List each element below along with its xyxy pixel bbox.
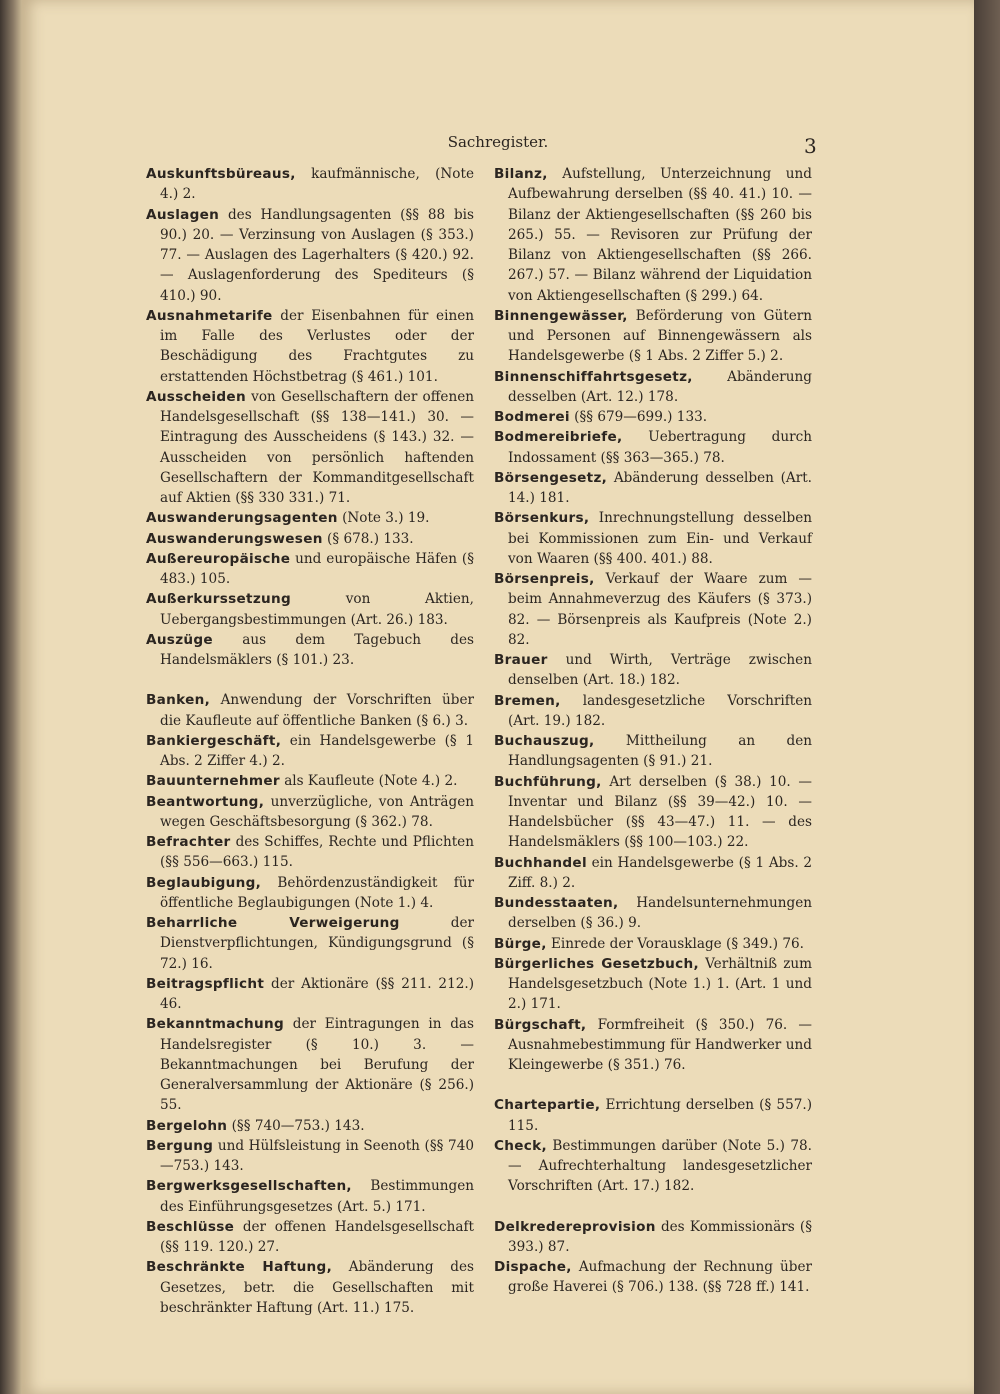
index-reference-text: der offenen Handelsgesellschaft (§§ 119. 120.) 27. [160, 1218, 474, 1255]
index-entry [494, 367, 812, 408]
index-keyword: Binnengewässer, [494, 307, 628, 324]
index-entry [494, 853, 812, 894]
index-keyword: Bergung [146, 1137, 214, 1154]
index-reference-text: Formfreiheit (§ 350.) 76. — Ausnahmebestimmung für Handwerker und Kleingewerbe (§ 351.) 76. [508, 1016, 812, 1073]
index-entry [494, 569, 812, 650]
index-keyword: Börsengesetz, [494, 469, 608, 486]
index-entry [146, 630, 474, 671]
index-entry [494, 893, 812, 934]
index-keyword: Buchauszug, [494, 733, 595, 749]
index-entry [494, 427, 812, 468]
index-keyword: Beantwortung, [146, 793, 265, 810]
running-header: Sachregister. [447, 133, 549, 151]
index-entry [494, 468, 812, 509]
index-reference-text: ein Handelsgewerbe (§ 1 Abs. 2 Ziff. 8.) 2. [508, 854, 812, 891]
index-letter-group [494, 1095, 812, 1196]
index-reference-text: ein Handelsgewerbe (§ 1 Abs. 2 Ziffer 4.) 2. [160, 732, 474, 769]
index-reference-text: Errichtung derselben (§ 557.) 115. [508, 1097, 813, 1134]
index-entry [146, 589, 474, 630]
index-reference-text: als Kaufleute (Note 4.) 2. [284, 773, 458, 790]
index-keyword: Auszüge [146, 631, 213, 648]
index-keyword: Beglaubigung, [146, 874, 262, 891]
index-keyword: Chartepartie, [494, 1097, 601, 1114]
index-entry [494, 772, 812, 853]
index-column-right [494, 164, 812, 1318]
index-reference-text: (Note 3.) 19. [342, 510, 430, 527]
index-keyword: Bodmereibriefe, [494, 429, 623, 446]
index-keyword: Beharrliche Verweigerung [146, 915, 400, 931]
index-entry [146, 549, 474, 590]
index-entry [494, 1217, 812, 1258]
index-entry [494, 508, 812, 569]
index-reference-text: und Hülfsleistung in Seenoth (§§ 740—753.) 143. [160, 1137, 474, 1174]
index-keyword: Auskunftsbüreaus, [146, 166, 296, 182]
index-keyword: Bodmerei [494, 409, 570, 425]
index-entry [146, 792, 474, 833]
index-keyword: Binnenschiffahrtsgesetz, [494, 368, 693, 385]
index-keyword: Befrachter [146, 834, 231, 850]
index-keyword: Auswanderungswesen [146, 530, 323, 547]
index-reference-text: der Dienstverpflichtungen, Kündigungsgrund (§ 72.) 16. [160, 915, 474, 972]
index-reference-text: (§§ 679—699.) 133. [574, 409, 708, 425]
index-entry [494, 164, 812, 306]
index-entry [146, 529, 474, 549]
index-entry [146, 1176, 474, 1217]
index-reference-text: Anwendung der Vorschriften über die Kaufleute auf öffentliche Banken (§ 6.) 3. [160, 692, 474, 729]
index-entry [494, 306, 812, 367]
index-keyword: Bilanz, [494, 166, 548, 182]
index-reference-text: des Schiffes, Rechte und Pflichten (§§ 556—663.) 115. [160, 834, 474, 871]
index-letter-group [494, 164, 812, 1075]
index-keyword: Beschlüsse [146, 1218, 235, 1235]
index-reference-text: Einrede der Vorausklage (§ 349.) 76. [551, 935, 804, 952]
index-reference-text: Abänderung desselben (Art. 12.) 178. [508, 368, 812, 405]
index-reference-text: Bestimmungen darüber (Note 5.) 78. — Aufrechterhaltung landesgesetzlicher Vorschriften (Art. 17.) 182. [508, 1137, 813, 1195]
index-entry [494, 407, 812, 427]
index-reference-text: der Aktionäre (§§ 211. 212.) 46. [160, 975, 474, 1012]
index-reference-text: und Wirth, Verträge zwischen denselben (Art. 18.) 182. [508, 652, 812, 689]
index-keyword: Banken, [146, 692, 211, 709]
index-reference-text: der Eisenbahnen für einen im Falle des Verlustes oder der Beschädigung des Frachtgutes zu erstattenden Höchstbetrag (§ 461.) 101. [160, 307, 474, 385]
index-reference-text: Abänderung des Gesetzes, betr. die Gesellschaften mit beschränkter Haftung (Art. 11.) 175. [160, 1259, 474, 1316]
index-entry [494, 1015, 812, 1076]
index-entry [146, 164, 474, 205]
index-keyword: Auslagen [146, 206, 220, 223]
index-keyword: Check, [494, 1137, 547, 1154]
index-entry [146, 1116, 474, 1136]
index-reference-text: (§§ 740—753.) 143. [231, 1117, 365, 1134]
index-keyword: Bremen, [494, 692, 561, 709]
index-reference-text: Mittheilung an den Handlungsagenten (§ 91.) 21. [508, 733, 812, 770]
index-entry [146, 771, 474, 791]
index-keyword: Brauer [494, 652, 548, 668]
index-keyword: Bergwerksgesellschaften, [146, 1178, 352, 1195]
index-reference-text: Verhältniß zum Handelsgesetzbuch (Note 1.) 1. (Art. 1 und 2.) 171. [508, 955, 813, 1013]
index-reference-text: aus dem Tagebuch des Handelsmäklers (§ 101.) 23. [160, 631, 474, 668]
index-entry [146, 832, 474, 873]
book-cover-edge [974, 0, 1000, 1394]
index-keyword: Bergelohn [146, 1117, 228, 1134]
index-entry [146, 306, 474, 387]
index-keyword: Ausscheiden [146, 388, 246, 405]
index-keyword: Bürge, [494, 935, 547, 952]
index-reference-text: Uebertragung durch Indossament (§§ 363—365.) 78. [508, 429, 812, 466]
index-entry [146, 205, 474, 306]
index-reference-text: landesgesetzliche Vorschriften (Art. 19.) 182. [508, 692, 812, 729]
index-keyword: Bürgerliches Gesetzbuch, [494, 955, 699, 972]
index-entry [146, 873, 474, 914]
previous-page-edge [0, 0, 22, 1394]
index-entry [146, 1136, 474, 1177]
index-reference-text: Handelsunternehmungen derselben (§ 36.) 9. [508, 895, 812, 932]
index-keyword: Bankiergeschäft, [146, 732, 282, 749]
index-reference-text: Behördenzuständigkeit für öffentliche Beglaubigungen (Note 1.) 4. [160, 874, 474, 911]
index-reference-text: Aufstellung, Unterzeichnung und Aufbewahrung derselben (§§ 40. 41.) 10. — Bilanz der Aktiengesellschaften (§§ 260 bis 265.) 55. — Revisoren zur Prüfung der Bilanz von Aktiengesellschaften (§§ 266. 267.) 57. — Bilanz während der Liquidation von Aktiengesellschaften (§ 299.) 64. [508, 166, 812, 304]
index-reference-text: Bestimmungen des Einführungsgesetzes (Art. 5.) 171. [160, 1178, 474, 1215]
index-keyword: Delkredereprovision [494, 1218, 656, 1235]
index-reference-text: und europäische Häfen (§ 483.) 105. [160, 550, 474, 587]
index-keyword: Bürgschaft, [494, 1016, 587, 1033]
index-entry [494, 691, 812, 732]
index-entry [146, 387, 474, 509]
index-keyword: Bauunternehmer [146, 773, 280, 790]
index-keyword: Auswanderungsagenten [146, 510, 338, 527]
index-keyword: Dispache, [494, 1259, 572, 1275]
index-entry [146, 1257, 474, 1318]
index-entry [146, 1014, 474, 1115]
index-reference-text: von Gesellschaftern der offenen Handelsgesellschaft (§§ 138—141.) 30. — Eintragung des Ausscheidens (§ 143.) 32. — Ausscheiden von persönlich haftenden Gesellschaftern der Kommanditgesellschaft auf Aktien (§§ 330 331.) 71. [160, 388, 474, 506]
index-reference-text: der Eintragungen in das Handelsregister (§ 10.) 3. — Bekanntmachungen bei Berufung der Generalversammlung der Aktionäre (§ 256.) 55. [160, 1016, 474, 1114]
index-reference-text: des Handlungsagenten (§§ 88 bis 90.) 20. — Verzinsung von Auslagen (§ 353.) 77. — Auslagen des Lagerhalters (§ 420.) 92. — Auslagenforderung des Spediteurs (§ 410.) 90. [160, 206, 474, 304]
index-keyword: Ausnahmetarife [146, 307, 273, 324]
index-keyword: Außereuropäische [146, 550, 291, 567]
index-reference-text: Verkauf der Waare zum — beim Annahmeverzug des Käufers (§ 373.) 82. — Börsenpreis als Kaufpreis (Note 2.) 82. [508, 571, 812, 648]
index-entry [494, 650, 812, 691]
index-keyword: Buchführung, [494, 773, 602, 790]
page-number: 3 [804, 134, 817, 158]
book-page [22, 0, 974, 1394]
index-entry [146, 731, 474, 772]
index-reference-text: kaufmännische, (Note 4.) 2. [160, 166, 474, 203]
index-letter-group [146, 164, 474, 670]
index-reference-text: Abänderung desselben (Art. 14.) 181. [508, 469, 812, 506]
index-entry [146, 1217, 474, 1258]
index-entry [494, 934, 812, 954]
index-keyword: Börsenkurs, [494, 510, 590, 527]
index-keyword: Bekanntmachung [146, 1016, 285, 1033]
index-keyword: Bundesstaaten, [494, 895, 619, 911]
index-column-left [146, 164, 474, 1338]
index-reference-text: Art derselben (§ 38.) 10. — Inventar und Bilanz (§§ 39—42.) 10. — Handelsbücher (§§ 43—47.) 11. — des Handelsmäklers (§§ 100—103.) 22. [508, 773, 813, 851]
index-entry [146, 913, 474, 974]
index-entry [494, 731, 812, 772]
index-reference-text: Aufmachung der Rechnung über große Haverei (§ 706.) 138. (§§ 728 ff.) 141. [508, 1259, 812, 1296]
index-reference-text: Beförderung von Gütern und Personen auf Binnengewässern als Handelsgewerbe (§ 1 Abs. 2 Ziffer 5.) 2. [508, 307, 813, 365]
index-letter-group [146, 690, 474, 1318]
index-reference-text: Inrechnungstellung desselben bei Kommissionen zum Ein- und Verkauf von Waaren (§§ 400. 401.) 88. [508, 510, 813, 567]
index-keyword: Außerkurssetzung [146, 591, 292, 608]
index-reference-text: von Aktien, Uebergangsbestimmungen (Art. 26.) 183. [160, 591, 474, 628]
index-keyword: Börsenpreis, [494, 571, 595, 587]
index-entry [494, 1136, 812, 1197]
index-reference-text: (§ 678.) 133. [327, 530, 414, 547]
index-entry [494, 1095, 812, 1136]
index-entry [146, 508, 474, 528]
index-letter-group [494, 1217, 812, 1298]
index-entry [494, 1257, 812, 1298]
index-entry [146, 974, 474, 1015]
index-keyword: Beitragspflicht [146, 975, 265, 992]
index-reference-text: des Kommissionärs (§ 393.) 87. [508, 1218, 812, 1255]
index-keyword: Beschränkte Haftung, [146, 1259, 333, 1276]
index-entry [146, 690, 474, 731]
index-keyword: Buchhandel [494, 854, 587, 871]
index-reference-text: unverzügliche, von Anträgen wegen Geschäftsbesorgung (§ 362.) 78. [160, 793, 474, 830]
index-entry [494, 954, 812, 1015]
